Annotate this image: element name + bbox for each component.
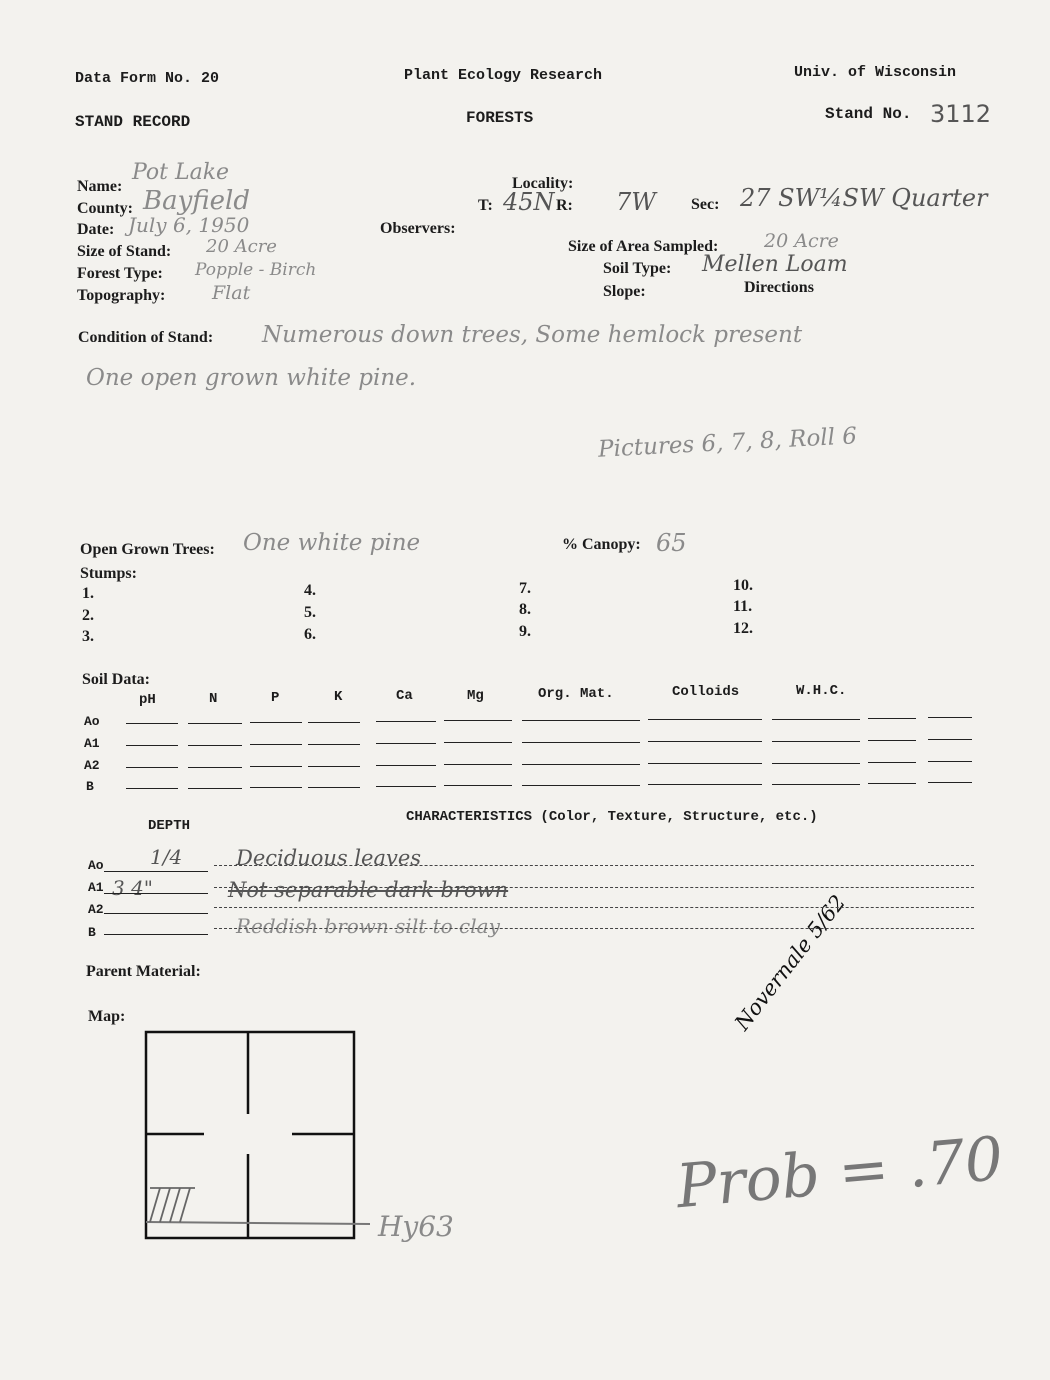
stumps-label: Stumps: bbox=[80, 565, 137, 582]
characteristics-blank-line bbox=[214, 928, 974, 929]
slope-label: Slope: bbox=[603, 283, 646, 300]
characteristics-header: CHARACTERISTICS (Color, Texture, Structure, etc.) bbox=[406, 809, 818, 825]
characteristics-blank-line bbox=[214, 865, 974, 866]
county-label: County: bbox=[77, 200, 134, 217]
soil-blank-line bbox=[444, 720, 512, 721]
soil-blank-line bbox=[376, 743, 436, 744]
map-label: Map: bbox=[88, 1008, 126, 1025]
depth-blank-line bbox=[104, 871, 208, 872]
stump-item: 1. bbox=[82, 585, 94, 602]
soil-blank-line bbox=[376, 765, 436, 766]
depth-blank-line bbox=[104, 913, 208, 914]
soil-blank-line bbox=[772, 763, 860, 764]
soil-blank-line bbox=[188, 723, 242, 724]
area-sampled-value: 20 Acre bbox=[764, 230, 839, 252]
parent-material-label: Parent Material: bbox=[86, 963, 201, 980]
form-number: Data Form No. 20 bbox=[75, 70, 220, 87]
township-value: 45N bbox=[503, 188, 555, 216]
range-label: R: bbox=[556, 197, 573, 214]
soil-blank-line bbox=[126, 723, 178, 724]
horizon-desc: Reddish brown silt to clay bbox=[236, 914, 500, 938]
horizon-desc: Deciduous leaves bbox=[236, 846, 422, 870]
soil-blank-line bbox=[188, 745, 242, 746]
soil-blank-line bbox=[444, 764, 512, 765]
stand-no-label: Stand No. bbox=[825, 105, 912, 123]
soil-col-header: Colloids bbox=[672, 684, 740, 700]
horizon-depth: 3 4" bbox=[112, 876, 154, 900]
soil-blank-line bbox=[444, 785, 512, 786]
soil-col-header: Mg bbox=[467, 688, 484, 704]
probability-note: Prob = .70 bbox=[673, 1123, 1006, 1223]
date-label: Date: bbox=[77, 221, 115, 238]
soil-blank-line bbox=[522, 785, 640, 786]
condition-line-2: One open grown white pine. bbox=[86, 365, 417, 391]
soil-blank-line bbox=[772, 784, 860, 785]
soil-blank-line bbox=[188, 788, 242, 789]
stump-item: 3. bbox=[82, 628, 94, 645]
topography-value: Flat bbox=[212, 282, 251, 304]
horizon-depth: 1/4 bbox=[150, 845, 183, 869]
stump-item: 7. bbox=[519, 580, 531, 597]
soil-blank-line bbox=[648, 784, 762, 785]
section-value: 27 SW¼SW Quarter bbox=[740, 184, 988, 212]
county-value: Bayfield bbox=[143, 186, 250, 216]
horizon-label: B bbox=[88, 925, 96, 940]
soil-blank-line bbox=[928, 782, 972, 783]
soil-col-header: W.H.C. bbox=[796, 683, 847, 699]
forests-title: FORESTS bbox=[466, 109, 534, 127]
soil-blank-line bbox=[250, 722, 302, 723]
soil-blank-line bbox=[444, 742, 512, 743]
characteristics-blank-line bbox=[214, 887, 974, 888]
soil-blank-line bbox=[250, 766, 302, 767]
canopy-value: 65 bbox=[656, 529, 687, 557]
soil-blank-line bbox=[648, 719, 762, 720]
soil-blank-line bbox=[308, 744, 360, 745]
soil-blank-line bbox=[868, 762, 916, 763]
horizon-label: A1 bbox=[88, 880, 104, 895]
soil-blank-line bbox=[126, 745, 178, 746]
soil-blank-line bbox=[250, 744, 302, 745]
section-label: Sec: bbox=[691, 196, 720, 213]
open-grown-label: Open Grown Trees: bbox=[80, 541, 215, 558]
date-value: July 6, 1950 bbox=[128, 213, 250, 237]
open-grown-value: One white pine bbox=[243, 530, 421, 556]
soil-blank-line bbox=[648, 741, 762, 742]
size-of-stand-value: 20 Acre bbox=[206, 236, 277, 257]
soil-blank-line bbox=[188, 767, 242, 768]
range-value: 7W bbox=[616, 188, 656, 216]
soil-blank-line bbox=[522, 764, 640, 765]
organization: Plant Ecology Research bbox=[404, 67, 603, 84]
condition-label: Condition of Stand: bbox=[78, 329, 214, 346]
soil-blank-line bbox=[928, 761, 972, 762]
soil-col-header: K bbox=[334, 689, 343, 705]
characteristics-blank-line bbox=[214, 907, 974, 908]
stump-item: 6. bbox=[304, 626, 316, 643]
soil-blank-line bbox=[928, 739, 972, 740]
soil-data-label: Soil Data: bbox=[82, 671, 150, 688]
directions-label: Directions bbox=[744, 279, 814, 296]
soil-blank-line bbox=[772, 719, 860, 720]
stump-item: 10. bbox=[733, 577, 753, 594]
soil-row-label: Ao bbox=[84, 714, 100, 729]
area-sampled-label: Size of Area Sampled: bbox=[568, 238, 719, 255]
soil-col-header: P bbox=[271, 690, 280, 706]
soil-blank-line bbox=[308, 722, 360, 723]
soil-row-label: A1 bbox=[84, 736, 100, 751]
university: Univ. of Wisconsin bbox=[794, 64, 957, 81]
stump-item: 2. bbox=[82, 607, 94, 624]
soil-blank-line bbox=[868, 783, 916, 784]
depth-header: DEPTH bbox=[148, 818, 191, 834]
soil-type-value: Mellen Loam bbox=[702, 252, 848, 277]
horizon-label: Ao bbox=[88, 858, 104, 873]
soil-blank-line bbox=[376, 786, 436, 787]
forest-type-label: Forest Type: bbox=[77, 265, 163, 282]
reviewer-signature: Novernale 5/62 bbox=[730, 890, 851, 1035]
map-annotation: Hy63 bbox=[378, 1210, 454, 1243]
observers-label: Observers: bbox=[380, 220, 456, 237]
record-title: STAND RECORD bbox=[75, 113, 191, 131]
soil-blank-line bbox=[522, 742, 640, 743]
soil-blank-line bbox=[126, 788, 178, 789]
canopy-label: % Canopy: bbox=[562, 536, 641, 553]
soil-blank-line bbox=[126, 767, 178, 768]
horizon-label: A2 bbox=[88, 902, 104, 917]
depth-blank-line bbox=[104, 934, 208, 935]
soil-blank-line bbox=[308, 787, 360, 788]
forest-type-value: Popple - Birch bbox=[195, 260, 317, 280]
stump-item: 11. bbox=[733, 598, 753, 615]
soil-blank-line bbox=[250, 787, 302, 788]
township-label: T: bbox=[478, 197, 493, 214]
soil-blank-line bbox=[868, 740, 916, 741]
soil-blank-line bbox=[648, 763, 762, 764]
stump-item: 12. bbox=[733, 620, 753, 637]
name-value: Pot Lake bbox=[132, 160, 230, 185]
soil-col-header: pH bbox=[139, 692, 156, 708]
soil-blank-line bbox=[376, 721, 436, 722]
condition-line-1: Numerous down trees, Some hemlock present bbox=[262, 322, 803, 348]
depth-blank-line bbox=[104, 893, 208, 894]
horizon-desc: Not separable dark brown bbox=[228, 878, 509, 902]
soil-type-label: Soil Type: bbox=[603, 260, 672, 277]
soil-blank-line bbox=[928, 717, 972, 718]
locality-label: Locality: bbox=[512, 175, 574, 192]
soil-row-label: A2 bbox=[84, 758, 100, 773]
name-label: Name: bbox=[77, 178, 123, 195]
stand-no-value: 3112 bbox=[930, 100, 992, 128]
soil-blank-line bbox=[868, 718, 916, 719]
pictures-note: Pictures 6, 7, 8, Roll 6 bbox=[597, 423, 858, 463]
topography-label: Topography: bbox=[77, 287, 166, 304]
soil-col-header: Ca bbox=[396, 688, 413, 704]
stump-item: 4. bbox=[304, 582, 316, 599]
stump-item: 5. bbox=[304, 604, 316, 621]
soil-row-label: B bbox=[86, 779, 94, 794]
soil-blank-line bbox=[308, 766, 360, 767]
size-of-stand-label: Size of Stand: bbox=[77, 243, 172, 260]
soil-col-header: N bbox=[209, 691, 218, 707]
soil-blank-line bbox=[522, 720, 640, 721]
soil-col-header: Org. Mat. bbox=[538, 686, 614, 702]
soil-blank-line bbox=[772, 741, 860, 742]
stump-item: 8. bbox=[519, 601, 531, 618]
stump-item: 9. bbox=[519, 623, 531, 640]
